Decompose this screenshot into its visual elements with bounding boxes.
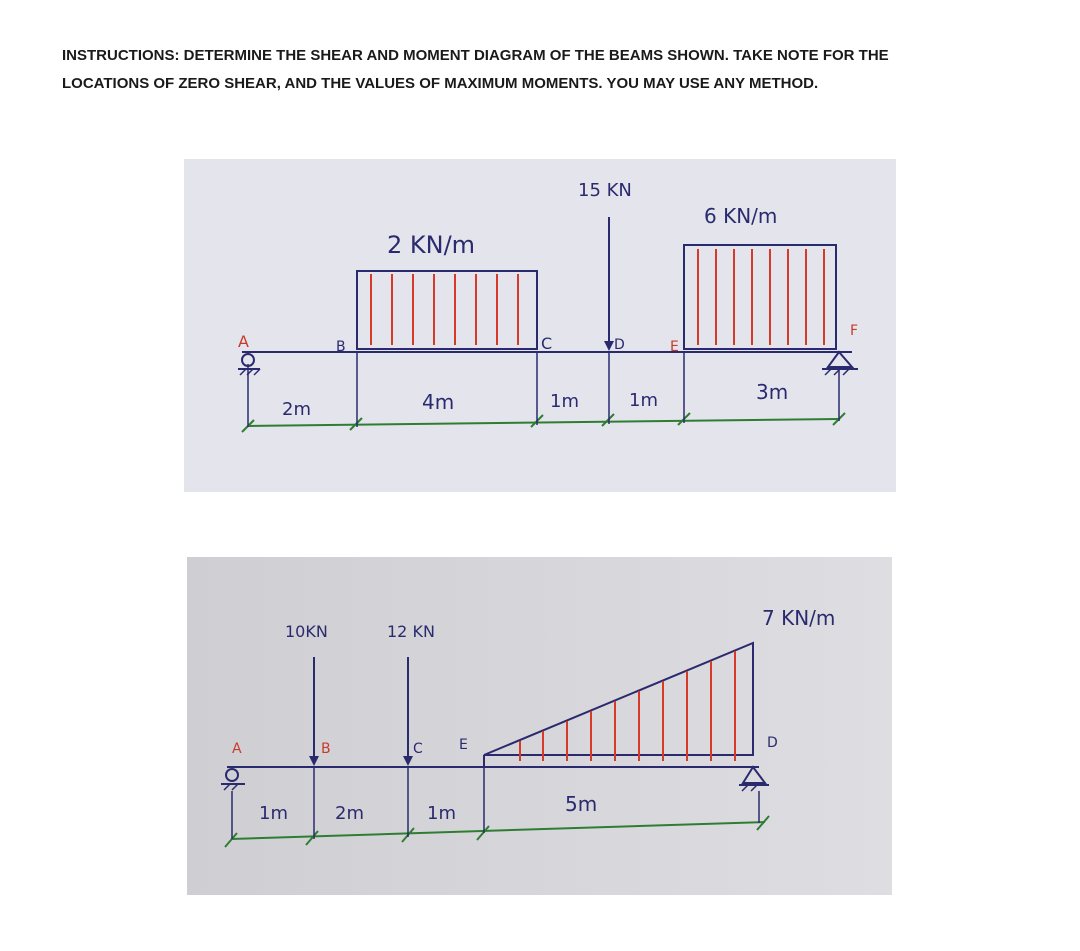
point-b-label: B bbox=[336, 339, 346, 355]
point-d2-label: D bbox=[767, 735, 778, 751]
point-c2-label: C bbox=[413, 741, 423, 757]
point-a-label: A bbox=[238, 332, 249, 351]
point-f-label: F bbox=[850, 323, 859, 339]
dim-de-label: 1m bbox=[629, 390, 658, 411]
instructions-line-2: LOCATIONS OF ZERO SHEAR, AND THE VALUES OF MAXIMUM MOMENTS. YOU MAY USE ANY METHOD. bbox=[62, 75, 819, 92]
instructions-line-1: INSTRUCTIONS: DETERMINE THE SHEAR AND MOMENT DIAGRAM OF THE BEAMS SHOWN. TAKE NOTE FOR THE bbox=[62, 47, 889, 64]
point-e2-label: E bbox=[459, 737, 468, 753]
dim-bc2-label: 2m bbox=[335, 803, 364, 824]
load-c-label: 12 KN bbox=[387, 622, 435, 641]
tri-load-label: 7 KN/m bbox=[762, 606, 836, 630]
point-a2-label: A bbox=[232, 741, 242, 757]
beam-2-photo bbox=[187, 557, 892, 895]
dim-ab2-label: 1m bbox=[259, 803, 288, 824]
point-load-label: 15 KN bbox=[578, 180, 632, 201]
dim-ce2-label: 1m bbox=[427, 803, 456, 824]
dim-ed2-label: 5m bbox=[565, 792, 598, 816]
beam-1-photo bbox=[184, 159, 896, 492]
beam-1-diagram bbox=[184, 159, 896, 492]
beam-2-diagram bbox=[187, 557, 892, 895]
point-b2-label: B bbox=[321, 741, 331, 757]
point-d-label: D bbox=[614, 337, 625, 353]
instructions-text bbox=[62, 42, 1022, 98]
dim-cd-label: 1m bbox=[550, 391, 579, 412]
udl-right-label: 6 KN/m bbox=[704, 204, 778, 228]
point-e-label: E bbox=[670, 339, 679, 355]
dim-ab-label: 2m bbox=[282, 399, 311, 420]
load-b-label: 10KN bbox=[285, 622, 328, 641]
beam-1-background bbox=[184, 159, 896, 492]
dim-ef-label: 3m bbox=[756, 380, 789, 404]
point-c-label: C bbox=[541, 334, 553, 353]
udl-left-label: 2 KN/m bbox=[387, 231, 476, 259]
dim-bc-label: 4m bbox=[422, 390, 455, 414]
